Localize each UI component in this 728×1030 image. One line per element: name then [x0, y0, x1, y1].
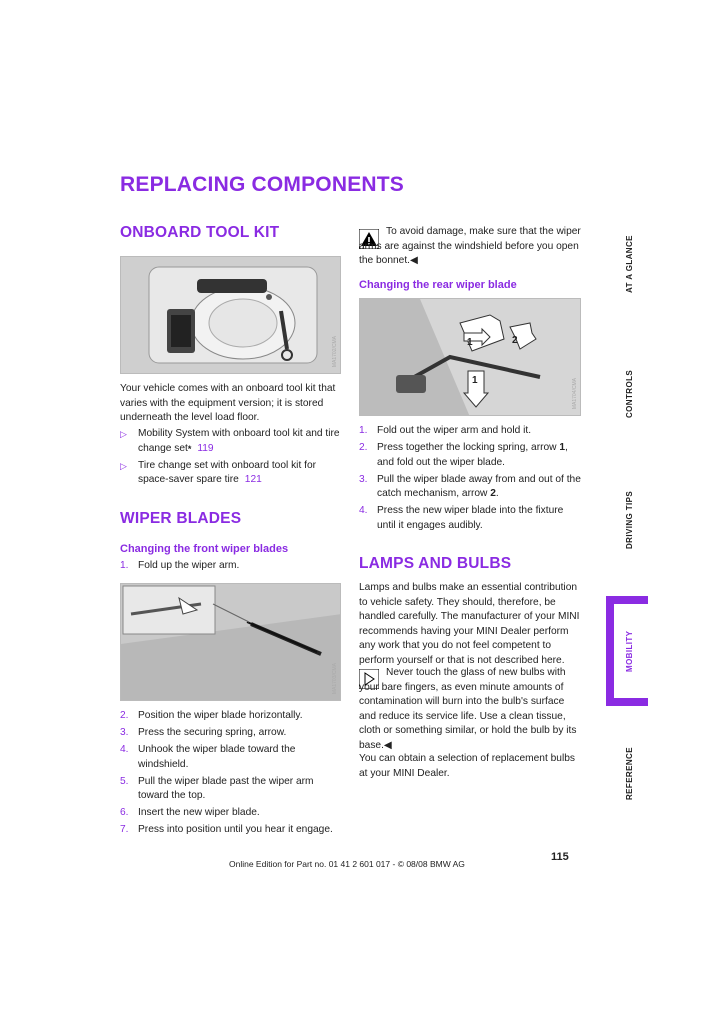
photo-id: MA1703/CMA — [332, 662, 338, 694]
star-icon: * — [187, 443, 192, 454]
list-item: 5. Pull the wiper blade past the wiper arm toward the top. — [120, 775, 314, 802]
side-tab-driving-tips[interactable]: DRIVING TIPS — [625, 490, 634, 549]
rear-wiper-steps — [359, 424, 581, 536]
list-item: 4. Unhook the wiper blade toward the windshield. — [120, 743, 296, 770]
side-tab-reference[interactable]: REFERENCE — [625, 747, 634, 800]
list-item: 6. Insert the new wiper blade. — [120, 807, 260, 819]
tool-kit-bullets — [120, 427, 342, 490]
arrow-1-label: 1 — [467, 337, 473, 348]
photo-id: MA1702/CMA — [332, 335, 338, 367]
arrow-1-label-lower: 1 — [472, 375, 478, 386]
list-item: 1. Fold out the wiper arm and hold it. — [359, 425, 532, 436]
tool-kit-body: Your vehicle comes with an onboard tool kit that varies with the equipment version; it is stored underneath the level load floor. — [120, 383, 336, 424]
tool-kit-photo — [120, 256, 341, 374]
footer-text: Online Edition for Part no. 01 41 2 601 017 - © 08/08 BMW AG — [229, 859, 465, 869]
triangle-bullet-icon: ▷ — [120, 460, 127, 471]
lamps-note: Never touch the glass of new bulbs with your bare fingers, as even minute amounts of contamination will burn into the bulb's surface and reduce its service life. Use a clean tissue, cloth or something similar, or hold the bulb by its base.◀ — [359, 667, 577, 751]
list-item: 1. Fold up the wiper arm. — [120, 560, 240, 571]
page-link[interactable]: 119 — [197, 442, 214, 454]
rear-wiper-subheading: Changing the rear wiper blade — [359, 279, 517, 291]
list-item: 4. Press the new wiper blade into the fixture until it engages audibly. — [359, 505, 564, 531]
wiper-heading: WIPER BLADES — [120, 510, 242, 527]
list-item: ▷ Tire change set with onboard tool kit for space-saver spare tire 121 — [120, 459, 316, 486]
rear-wiper-photo — [359, 298, 581, 416]
list-item: ▷ Mobility System with onboard tool kit and tire change set* 119 — [120, 428, 340, 454]
lamps-closing: You can obtain a selection of replacement bulbs at your MINI Dealer. — [359, 753, 575, 779]
page-number: 115 — [551, 851, 569, 863]
list-item: 2. Press together the locking spring, arrow 1, and fold out the wiper blade. — [359, 441, 568, 468]
list-item: 3. Pull the wiper blade away from and out of the catch mechanism, arrow 2. — [359, 473, 581, 500]
front-wiper-steps — [120, 709, 342, 840]
warning-text: To avoid damage, make sure that the wiper arms are against the windshield before you open the bonnet.◀ — [359, 226, 581, 267]
side-tab-mobility[interactable]: MOBILITY — [625, 630, 634, 672]
list-item: 3. Press the securing spring, arrow. — [120, 726, 287, 738]
end-mark-icon: ◀ — [409, 255, 418, 267]
side-tab-at-a-glance[interactable]: AT A GLANCE — [625, 235, 634, 293]
photo-id: MA1704/CMA — [572, 377, 578, 409]
lamps-body: Lamps and bulbs make an essential contribution to vehicle safety. They should, therefore, be handled carefully. The manufacturer of your MINI recommends having your MINI Dealer perform any work that you do not feel competent to perform yourself or that is not described here. — [359, 582, 580, 666]
tool-kit-heading: ONBOARD TOOL KIT — [120, 224, 280, 241]
side-tab-controls[interactable]: CONTROLS — [625, 369, 634, 418]
page-title: REPLACING COMPONENTS — [120, 173, 405, 196]
front-wiper-step-1 — [120, 559, 342, 576]
page-link[interactable]: 121 — [244, 474, 262, 486]
front-wiper-subheading: Changing the front wiper blades — [120, 543, 289, 555]
front-wiper-photo — [120, 583, 341, 701]
list-item: 7. Press into position until you hear it engage. — [120, 824, 333, 836]
end-mark-icon: ◀ — [383, 739, 392, 751]
arrow-2-label: 2 — [512, 335, 518, 346]
lamps-heading: LAMPS AND BULBS — [359, 555, 512, 572]
triangle-bullet-icon: ▷ — [120, 429, 127, 439]
list-item: 2. Position the wiper blade horizontally. — [120, 710, 303, 721]
